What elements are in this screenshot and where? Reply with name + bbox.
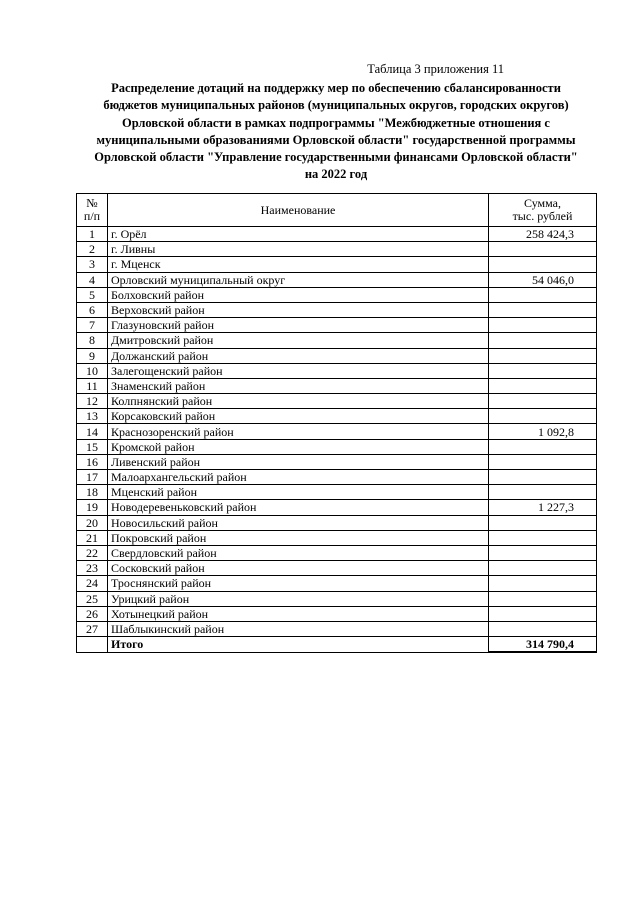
row-sum: [489, 576, 597, 591]
table-row: [77, 621, 597, 636]
row-number: 24: [77, 576, 108, 591]
row-sum: [489, 378, 597, 393]
title-line: муниципальными образованиями Орловской области" государственной программы: [96, 132, 576, 147]
row-number: 4: [77, 272, 108, 287]
row-number: 22: [77, 545, 108, 560]
appendix-label: Таблица 3 приложения 11: [367, 62, 504, 76]
row-sum: 54 046,0: [489, 272, 597, 287]
total-label: Итого: [108, 637, 489, 653]
title-line: Орловской области в рамках подпрограммы "Межбюджетные отношения с: [122, 115, 550, 130]
row-sum: [489, 394, 597, 409]
table-row: [77, 242, 597, 257]
row-sum: [489, 561, 597, 576]
table-row: [77, 545, 597, 560]
table-row: [77, 394, 597, 409]
row-sum: [489, 439, 597, 454]
table-row: [77, 227, 597, 242]
header-name: Наименование: [108, 194, 489, 227]
table-row: [77, 515, 597, 530]
row-name: г. Орёл: [108, 227, 489, 242]
row-name: г. Ливны: [108, 242, 489, 257]
table-row: [77, 302, 597, 317]
title-line: Распределение дотаций на поддержку мер по обеспечению сбалансированности: [111, 81, 561, 95]
row-number: 12: [77, 394, 108, 409]
row-name: Знаменский район: [108, 378, 489, 393]
row-sum: [489, 409, 597, 424]
row-name: Залегощенский район: [108, 363, 489, 378]
row-number: 10: [77, 363, 108, 378]
table-row: [77, 348, 597, 363]
row-name: Новосильский район: [108, 515, 489, 530]
table-row: [77, 257, 597, 272]
row-name: Покровский район: [108, 530, 489, 545]
row-sum: [489, 363, 597, 378]
row-name: Кромской район: [108, 439, 489, 454]
table-row: [77, 530, 597, 545]
row-name: Ливенский район: [108, 454, 489, 469]
row-number: 6: [77, 302, 108, 317]
row-number: 11: [77, 378, 108, 393]
row-number: 21: [77, 530, 108, 545]
row-name: Урицкий район: [108, 591, 489, 606]
row-sum: [489, 515, 597, 530]
row-sum: [489, 318, 597, 333]
row-sum: [489, 621, 597, 636]
row-name: Орловский муниципальный округ: [108, 272, 489, 287]
total-sum: 314 790,4: [489, 637, 597, 653]
row-number: 25: [77, 591, 108, 606]
row-number: 13: [77, 409, 108, 424]
row-sum: 258 424,3: [489, 227, 597, 242]
row-number: 3: [77, 257, 108, 272]
row-name: Дмитровский район: [108, 333, 489, 348]
row-number: 15: [77, 439, 108, 454]
row-number: 27: [77, 621, 108, 636]
row-name: г. Мценск: [108, 257, 489, 272]
row-number: 16: [77, 454, 108, 469]
table-row: [77, 363, 597, 378]
header-sum: [489, 194, 597, 227]
subsidy-distribution-table: [76, 193, 597, 653]
row-number: 18: [77, 485, 108, 500]
row-number: 1: [77, 227, 108, 242]
row-number: 20: [77, 515, 108, 530]
row-number: 8: [77, 333, 108, 348]
row-name: Болховский район: [108, 287, 489, 302]
table-header-row: [77, 194, 597, 227]
row-name: Новодеревеньковский район: [108, 500, 489, 515]
header-sum-line1: Сумма,: [524, 196, 561, 210]
row-name: Корсаковский район: [108, 409, 489, 424]
row-name: Мценский район: [108, 485, 489, 500]
row-sum: [489, 530, 597, 545]
row-name: Шаблыкинский район: [108, 621, 489, 636]
row-name: Троснянский район: [108, 576, 489, 591]
row-number: 5: [77, 287, 108, 302]
table-row: [77, 591, 597, 606]
row-number: 23: [77, 561, 108, 576]
table-row: [77, 333, 597, 348]
total-row: [77, 637, 597, 653]
header-number-line1: №: [86, 196, 98, 210]
title-line: на 2022 год: [304, 167, 368, 182]
table-row: [77, 470, 597, 485]
table-row: [77, 576, 597, 591]
table-row: [77, 561, 597, 576]
table-row: [77, 485, 597, 500]
row-number: 26: [77, 606, 108, 621]
row-sum: [489, 348, 597, 363]
row-number: 17: [77, 470, 108, 485]
row-sum: [489, 454, 597, 469]
row-sum: [489, 591, 597, 606]
row-sum: [489, 287, 597, 302]
row-number: 14: [77, 424, 108, 439]
row-sum: [489, 242, 597, 257]
table-row: [77, 272, 597, 287]
row-name: Колпнянский район: [108, 394, 489, 409]
row-name: Должанский район: [108, 348, 489, 363]
row-sum: 1 092,8: [489, 424, 597, 439]
table-row: [77, 606, 597, 621]
row-name: Сосковский район: [108, 561, 489, 576]
header-sum-line2: тыс. рублей: [512, 209, 573, 223]
row-sum: [489, 257, 597, 272]
row-sum: 1 227,3: [489, 500, 597, 515]
header-number: [77, 194, 108, 227]
table-row: [77, 424, 597, 439]
table-row: [77, 500, 597, 515]
row-number: 7: [77, 318, 108, 333]
row-sum: [489, 333, 597, 348]
row-name: Свердловский район: [108, 545, 489, 560]
table-row: [77, 287, 597, 302]
row-number: 2: [77, 242, 108, 257]
table-row: [77, 439, 597, 454]
row-name: Верховский район: [108, 302, 489, 317]
header-number-line2: п/п: [83, 209, 101, 223]
table-row: [77, 318, 597, 333]
row-name: Глазуновский район: [108, 318, 489, 333]
row-name: Хотынецкий район: [108, 606, 489, 621]
table-row: [77, 409, 597, 424]
row-sum: [489, 606, 597, 621]
row-name: Малоархангельский район: [108, 470, 489, 485]
row-number: 19: [77, 500, 108, 515]
title-line: бюджетов муниципальных районов (муниципальных округов, городских округов): [103, 98, 569, 113]
row-sum: [489, 470, 597, 485]
row-number: 9: [77, 348, 108, 363]
title-line: Орловской области "Управление государственными финансами Орловской области": [94, 150, 578, 165]
row-sum: [489, 485, 597, 500]
total-number: [77, 637, 108, 653]
row-name: Краснозоренский район: [108, 424, 489, 439]
document-title: [60, 80, 612, 184]
row-sum: [489, 545, 597, 560]
table-row: [77, 454, 597, 469]
row-sum: [489, 302, 597, 317]
table-row: [77, 378, 597, 393]
